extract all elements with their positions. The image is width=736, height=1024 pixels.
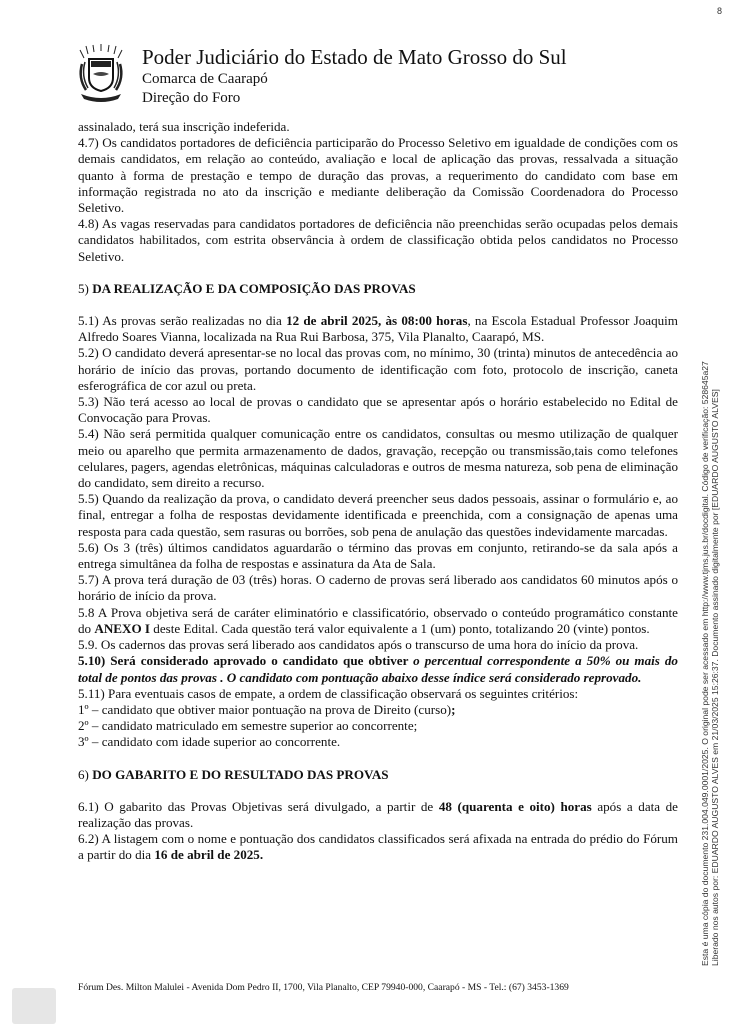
paragraph-5-8-text: 5.8 A Prova objetiva será de caráter eliminatório e classificatório, observado o conteúdo programático constante do <box>78 604 678 636</box>
criterion-2: 2º – candidato matriculado em semestre superior ao concorrente; <box>78 718 418 734</box>
paragraph-5-1-location: , na Escola Estadual Professor Joaquim Alfredo Soares Vianna, localizada na Rua Rui Barbosa, 375, Vila Planalto, Caarapó, MS. <box>78 313 678 345</box>
document-header <box>76 44 676 120</box>
paragraph-6-1-text: 6.1) O gabarito das Provas Objetivas será divulgado, a partir de <box>78 798 439 814</box>
criterion-1 <box>78 702 678 718</box>
criterion-3: 3º – candidato com idade superior ao concorrente. <box>78 734 341 750</box>
paragraph-5-2: 5.2) O candidato deverá apresentar-se no local das provas com, no mínimo, 30 (trinta) minutos de antecedência ao horário de início das provas, portando documento de identificação com foto, protocolo de inscrição, caneta esferográfica de cor azul ou preta. <box>78 345 678 393</box>
paragraph-5-4: 5.4) Não será permitida qualquer comunicação entre os candidatos, consultas ou mesmo utilização de qualquer meio ou aparelho que permita armazenamento de dados, gravação, recepção ou transmissão,tais como telefones celulares, pagers, agendas eletrônicas, máquinas calculadoras e outros de mesma natureza, sob pena de eliminação do candidato, sem direito a recurso. <box>78 426 678 491</box>
paragraph-5-3: 5.3) Não terá acesso ao local de provas o candidato que se apresentar após o horário estabelecido no Edital de Convocação para Provas. <box>78 394 678 426</box>
page-corner-widget[interactable] <box>12 988 56 1024</box>
paragraph-6-1-end: após a data de realização das provas. <box>78 798 678 830</box>
exam-date-time: 12 de abril 2025, às 08:00 horas <box>286 313 468 329</box>
section-6-title: DO GABARITO E DO RESULTADO DAS PROVAS <box>92 766 389 782</box>
paragraph-6-1 <box>78 799 678 831</box>
paragraph-5-11: 5.11) Para eventuais casos de empate, a ordem de classificação observará os seguintes critérios: <box>78 685 579 701</box>
annex-reference: ANEXO I <box>94 620 151 636</box>
results-date: 16 de abril de 2025. <box>154 847 264 863</box>
paragraph-6-2 <box>78 831 678 863</box>
coat-of-arms-seal-icon <box>76 44 126 104</box>
paragraph-6-2-text: 6.2) A listagem com o nome e pontuação dos candidatos classificados será afixada na entrada do prédio do Fórum a partir do dia <box>78 831 678 863</box>
paragraph-5-10 <box>78 653 678 685</box>
paragraph-5-9: 5.9. Os cadernos das provas será liberado aos candidatos após o transcurso de uma hora do início da prova. <box>78 637 639 653</box>
section-6-number: 6) <box>78 766 93 782</box>
paragraph-5-1 <box>78 313 678 345</box>
page-number: 8 <box>716 6 722 16</box>
section-5-heading <box>78 281 678 297</box>
district-subtitle: Comarca de Caarapó <box>142 71 268 87</box>
paragraph-continuation: assinalado, terá sua inscrição indeferida. <box>78 119 290 134</box>
paragraph-5-7: 5.7) A prova terá duração de 03 (três) horas. O caderno de provas será liberado aos candidatos 60 minutos após o horário de início da prova. <box>78 572 678 604</box>
paragraph-5-5: 5.5) Quando da realização da prova, o candidato deverá preencher seus dados pessoais, assinar o formulário e, ao final, entregar a folha de respostas devidamente identificada e preenchida, com a consignação de apenas uma resposta para cada questão, sem rasuras ou borrões, sob pena de anulação das questões indevidamente marcadas. <box>78 491 678 539</box>
paragraph-5-10-text: 5.10) Será considerado aprovado o candidato que obtiver <box>78 653 414 669</box>
answer-key-deadline: 48 (quarenta e oito) horas <box>438 798 592 814</box>
paragraph-5-8 <box>78 605 678 637</box>
criterion-1-semicolon: ; <box>451 701 456 717</box>
signature-line: Liberado nos autos por: EDUARDO AUGUSTO ALVES em 21/03/2025 15:26:37. Documento assinado digitalmente por [EDUARDO AUGUSTO ALVES] <box>710 389 720 966</box>
copy-verification-line: Esta é uma cópia do documento 231.004.049.0001/2025. O original pode ser acessado em http://www.tjms.jus.br/docdigital. Código de verificação: 528645a27 <box>700 361 710 966</box>
section-5-title: DA REALIZAÇÃO E DA COMPOSIÇÃO DAS PROVAS <box>92 280 416 296</box>
court-name-title: Poder Judiciário do Estado de Mato Grosso do Sul <box>142 45 567 69</box>
footer-address: Fórum Des. Milton Malulei - Avenida Dom Pedro II, 1700, Vila Planalto, CEP 79940-000, Caarapó - MS - Tel.: (67) 3453-1369 <box>78 982 569 993</box>
digital-signature-note <box>700 256 720 966</box>
approval-criteria: o percentual correspondente a 50% ou mais do total de pontos das provas . O candidato com pontuação abaixo desse índice será considerado reprovado. <box>78 653 678 685</box>
paragraph-5-6: 5.6) Os 3 (três) últimos candidatos aguardarão o término das provas em conjunto, retirando-se da sala após a entrega simultânea da folha de respostas e assinatura da Ata de Sala. <box>78 539 678 572</box>
paragraph-4-8: 4.8) As vagas reservadas para candidatos portadores de deficiência não preenchidas serão ocupadas pelos demais candidatos habilitados, com estrita observância à ordem de classificação obtida pelos candidatos no Processo Seletivo. <box>78 216 678 264</box>
criterion-1-text: 1º – candidato que obtiver maior pontuação na prova de Direito (curso) <box>78 701 452 717</box>
paragraph-5-8-points: deste Edital. Cada questão terá valor equivalente a 1 (um) ponto, totalizando 20 (vinte) pontos. <box>150 620 650 636</box>
paragraph-5-1-text: 5.1) As provas serão realizadas no dia <box>78 313 287 329</box>
section-6-heading <box>78 767 678 783</box>
paragraph-4-7: 4.7) Os candidatos portadores de deficiência participarão do Processo Seletivo em igualdade de condições com os demais candidatos, em relação ao conteúdo, avaliação e local de aplicação das provas, ressalvada a situação quanto à forma de prestação e tempo de duração das provas, a requerimento do candidato com base em informação registrada no ato da inscrição e mediante deliberação da Comissão Coordenadora do Processo Seletivo. <box>78 135 678 216</box>
section-5-number: 5) <box>78 280 93 296</box>
document-body <box>78 119 678 864</box>
department-subtitle: Direção do Foro <box>142 90 241 106</box>
